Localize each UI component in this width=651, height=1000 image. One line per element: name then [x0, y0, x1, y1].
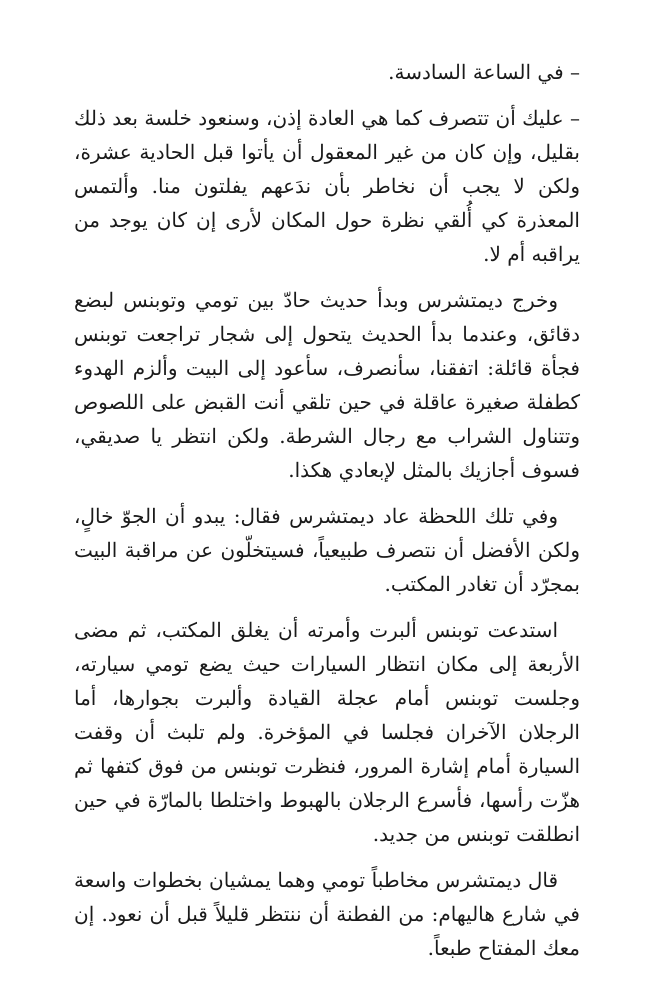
paragraph-3: وخرج ديمتشرس وبدأ حديث حادّ بين تومي وتوبنس لبضع دقائق، وعندما بدأ الحديث يتحول إلى شجار تراجعت توبنس فجأة قائلة: اتفقنا، سأنصرف، سأعود إلى البيت وألزم الهدوء كطفلة صغيرة عاقلة في حين تلقي أنت القبض على اللصوص وتتناول الشراب مع رجال الشرطة. ولكن انتظر يا صديقي، فسوف أجازيك بالمثل لإبعادي هكذا. — [74, 288, 580, 482]
paragraph-5: استدعت توبنس ألبرت وأمرته أن يغلق المكتب، ثم مضى الأربعة إلى مكان انتظار السيارات حيث يضع تومي سيارته، وجلست توبنس أمام عجلة القيادة وألبرت بجوارها، أما الرجلان الآخران فجلسا في المؤخرة. ولم تلبث أن وقفت السيارة أمام إشارة المرور، فنظرت توبنس من فوق كتفها ثم هزّت رأسها، فأسرع الرجلان بالهبوط واختلطا بالمارّة في حين انطلقت توبنس من جديد. — [74, 618, 580, 846]
paragraph-6: قال ديمتشرس مخاطباً تومي وهما يمشيان بخطوات واسعة في شارع هاليهام: من الفطنة أن ننتظر قليلاً قبل أن نعود. إن معك المفتاح طبعاً. — [74, 868, 580, 960]
paragraph-4: وفي تلك اللحظة عاد ديمتشرس فقال: يبدو أن الجوّ خالٍ، ولكن الأفضل أن نتصرف طبيعياً، فسيتخلّون عن مراقبة البيت بمجرّد أن تغادر المكتب. — [74, 504, 580, 596]
paragraph-1: – في الساعة السادسة. — [388, 60, 580, 84]
document-page — [74, 55, 580, 977]
paragraph-2: – عليك أن تتصرف كما هي العادة إذن، وسنعود خلسة بعد ذلك بقليل، وإن كان من غير المعقول أن يأتوا قبل الحادية عشرة، ولكن لا يجب أن نخاطر بأن ندَعهم يفلتون منا. وألتمس المعذرة كي أُلقي نظرة حول المكان لأرى إن كان يوجد من يراقبه أم لا. — [74, 106, 580, 266]
